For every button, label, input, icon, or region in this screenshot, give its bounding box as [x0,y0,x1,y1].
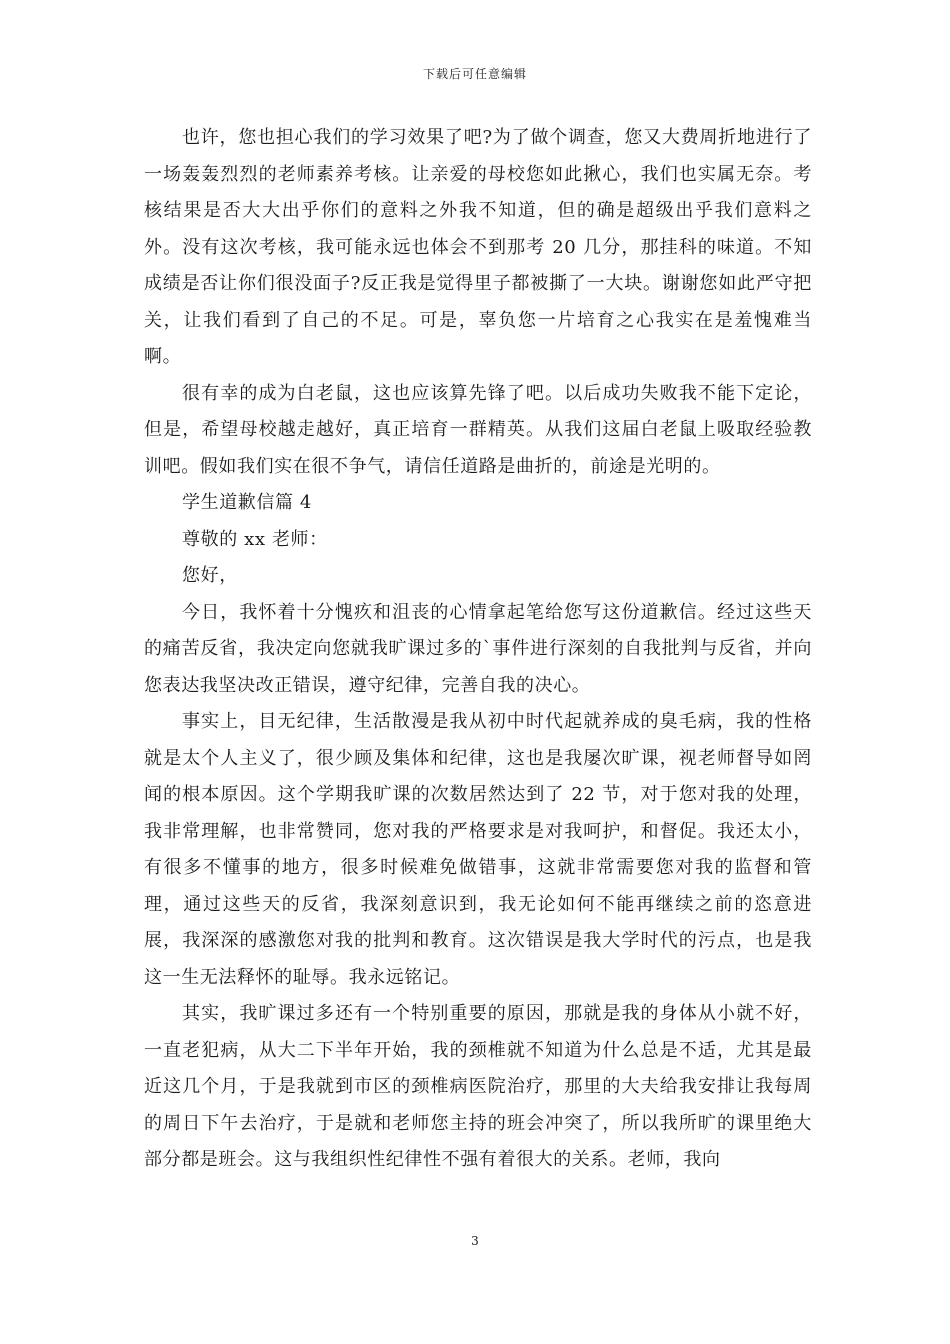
section-title: 学生道歉信篇 4 [182,492,312,513]
greeting: 您好， [182,565,238,586]
paragraph: 今日，我怀着十分愧疚和沮丧的心情拿起笔给您写这份道歉信。经过这些天的痛苦反省，我决定向您就我旷课过多的`事件进行深刻的自我批判与反省，并向您表达我坚决改正错误，遵守纪律，完善自我的决心。 [144,601,812,696]
paragraph: 事实上，目无纪律，生活散漫是我从初中时代起就养成的臭毛病，我的性格就是太个人主义了，很少顾及集体和纪律，这也是我屡次旷课，视老师督导如罔闻的根本原因。这个学期我旷课的次数居然达到了 22 节，对于您对我的处理，我非常理解，也非常赞同，您对我的严格要求是对我呵护，和督促。我还太小，有很多不懂事的地方，很多时候难免做错事，这就非常需要您对我的监督和管理，通过这些天的反省，我深刻意识到，我无论如何不能再继续之前的恣意进展，我深深的感激您对我的批判和教育。这次错误是我大学时代的污点，也是我这一生无法释怀的耻辱。我永远铭记。 [144,711,812,988]
paragraph: 也许，您也担心我们的学习效果了吧?为了做个调查，您又大费周折地进行了一场轰轰烈烈的老师素养考核。让亲爱的母校您如此揪心，我们也实属无奈。考核结果是否大大出乎你们的意料之外我不知道，但的确是超级出乎我们意料之外。没有这次考核，我可能永远也体会不到那考 20 几分，那挂科的味道。不知成绩是否让你们很没面子?反正我是觉得里子都被撕了一大块。谢谢您如此严守把关，让我们看到了自己的不足。可是，辜负您一片培育之心我实在是羞愧难当啊。 [144,127,812,367]
paragraph: 其实，我旷课过多还有一个特别重要的原因，那就是我的身体从小就不好，一直老犯病，从大二下半年开始，我的颈椎就不知道为什么总是不适，尤其是最近这几个月，于是我就到市区的颈椎病医院治疗，那里的大夫给我安排让我每周的周日下午去治疗，于是就和老师您主持的班会冲突了，所以我所旷的课里绝大部分都是班会。这与我组织性纪律性不强有着很大的关系。老师，我向 [144,1003,812,1170]
page-header: 下载后可任意编辑 [422,67,527,81]
paragraph: 很有幸的成为白老鼠，这也应该算先锋了吧。以后成功失败我不能下定论，但是，希望母校越走越好，真正培育一群精英。从我们这届白老鼠上吸取经验教训吧。假如我们实在很不争气，请信任道路是曲折的，前途是光明的。 [144,382,812,477]
page-number: 3 [471,1234,479,1248]
salutation: 尊敬的 xx 老师： [182,528,328,550]
document-body [144,120,812,1179]
